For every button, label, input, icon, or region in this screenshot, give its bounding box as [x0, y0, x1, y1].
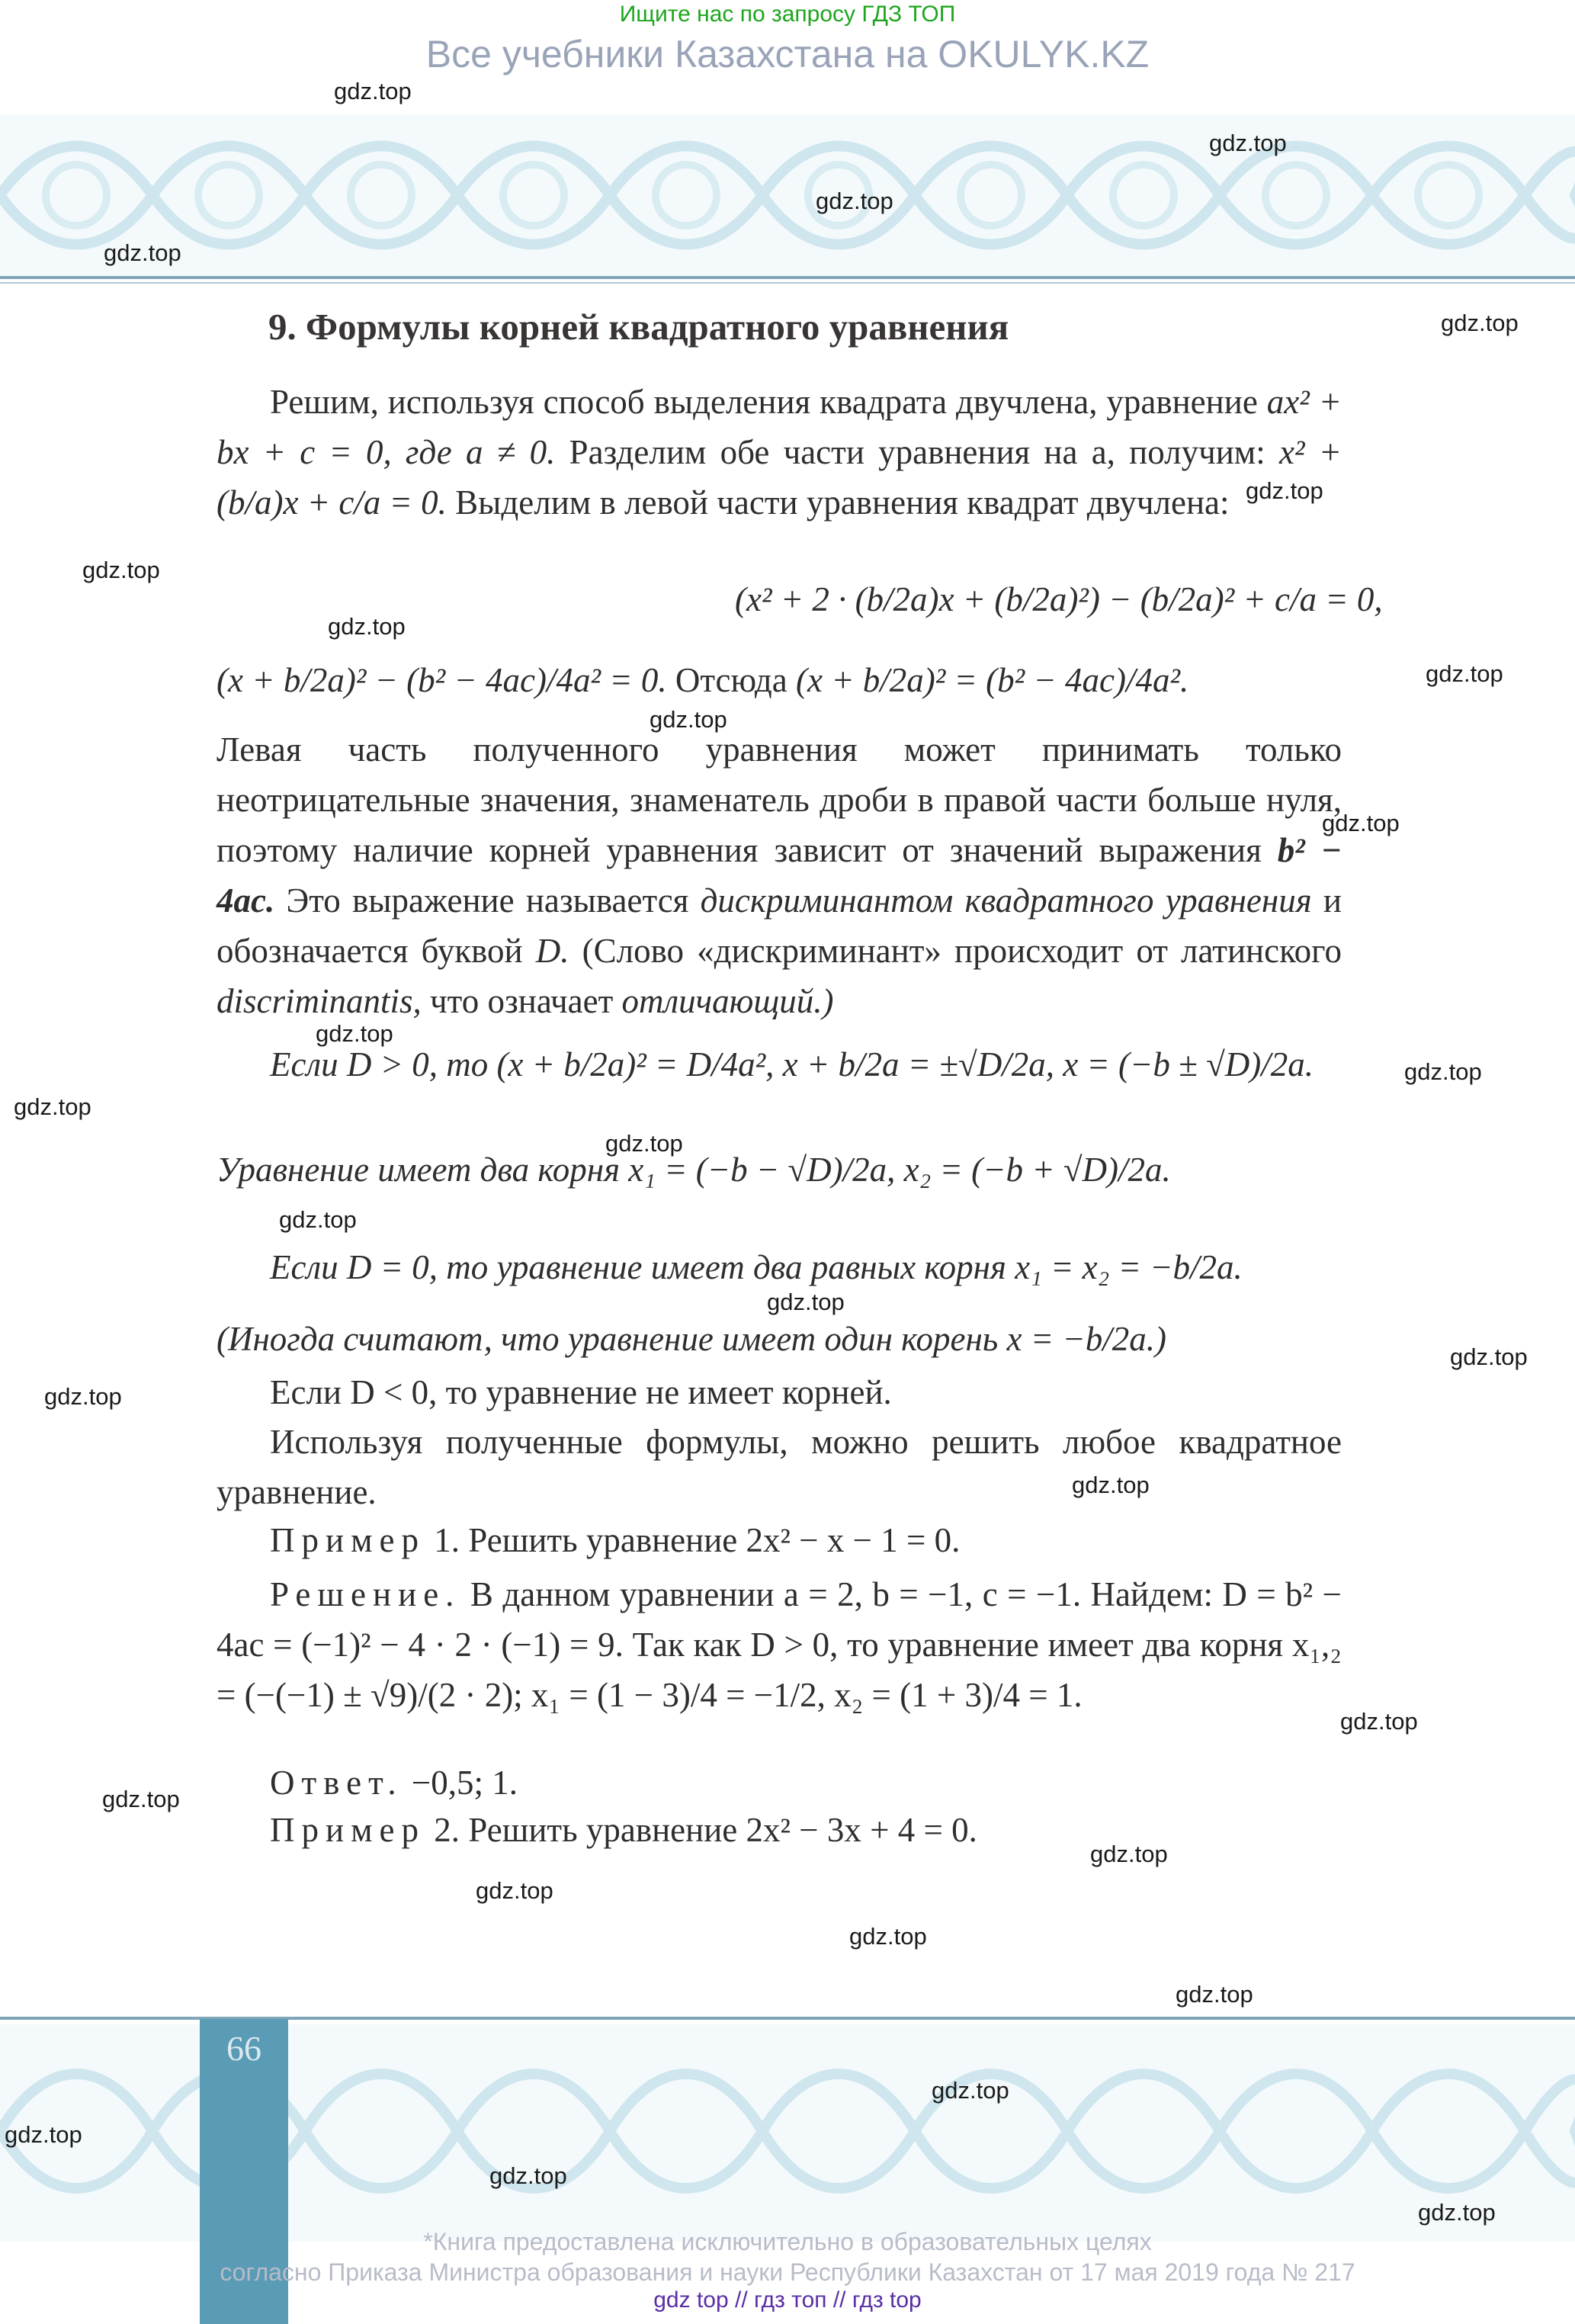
paragraph-discriminant	[217, 724, 1342, 1026]
text-fragment: Разделим обе части уравнения на a, получим:	[569, 433, 1265, 471]
site-title[interactable]: Все учебники Казахстана на OKULYK.KZ	[425, 33, 1150, 75]
text-fragment: что означает	[430, 982, 614, 1020]
watermark: gdz.top	[1340, 1708, 1418, 1735]
watermark: gdz.top	[650, 706, 727, 733]
watermark: gdz.top	[767, 1289, 845, 1315]
solution-1	[217, 1569, 1342, 1720]
top-rule-thin	[0, 282, 1575, 284]
text-fragment: Если D < 0, то уравнение не имеет корней.	[270, 1373, 892, 1411]
watermark: gdz.top	[1450, 1343, 1528, 1370]
case-positive-roots	[217, 1150, 1342, 1189]
answer-label: Ответ.	[270, 1764, 403, 1802]
formula-text: (x + b/2a)² − (b² − 4ac)/4a² = 0.	[217, 661, 667, 699]
search-hint[interactable]: Ищите нас по запросу ГДЗ ТОП	[619, 2, 956, 27]
watermark: gdz.top	[334, 78, 412, 104]
case-positive	[217, 1045, 1395, 1084]
watermark: gdz.top	[816, 188, 893, 214]
top-rule	[0, 276, 1575, 279]
term-discriminant: дискриминантом квадратного уравнения	[700, 881, 1312, 920]
latin-word: discriminantis,	[217, 982, 422, 1020]
solution-text: В данном уравнении a = 2, b = −1, c = −1. Найдем: D = b² − 4ac = (−1)² − 4 · 2 · (−1) = 9. Так как D > 0, то уравнение имеет два корня x₁,₂ = (−(−1) ± √9)/(2 · 2); x₁ = (1 − 3)/4 = −1/2, x₂ = (1 + 3)/4 = 1.	[217, 1575, 1342, 1714]
example-label: Пример	[270, 1521, 426, 1559]
text-fragment: Это выражение называется	[286, 881, 689, 920]
equation-divided: x² + (b/a)x + c/a = 0.	[217, 433, 1342, 522]
case-negative	[217, 1372, 1395, 1412]
watermark: gdz.top	[1322, 810, 1400, 836]
watermark: gdz.top	[605, 1130, 683, 1157]
footer-links[interactable]: gdz top // гдз топ // гдз top	[653, 2287, 922, 2313]
example-label: Пример	[270, 1811, 426, 1849]
ornament-band-top	[0, 114, 1575, 276]
example-2	[217, 1810, 1395, 1850]
watermark: gdz.top	[932, 2077, 1009, 2104]
watermark: gdz.top	[279, 1206, 357, 1233]
page-title: 9. Формулы корней квадратного уравнения	[268, 306, 1009, 348]
watermark: gdz.top	[102, 1786, 180, 1812]
formula-text: (x + b/2a)² = (b² − 4ac)/4a².	[795, 661, 1189, 699]
footer-note	[0, 2226, 1575, 2287]
watermark: gdz.top	[328, 613, 406, 640]
text-fragment: Решим, используя способ выделения квадрата двучлена, уравнение	[270, 383, 1258, 421]
formula-text: Если D > 0, то (x + b/2a)² = D/4a², x + b/2a = ±√D/2a, x = (−b ± √D)/2a.	[270, 1045, 1314, 1083]
watermark: gdz.top	[14, 1093, 91, 1120]
footer-note-line: *Книга предоставлена исключительно в образовательных целях	[423, 2228, 1152, 2255]
watermark: gdz.top	[1441, 310, 1519, 336]
watermark: gdz.top	[1090, 1841, 1168, 1867]
formula-text: Уравнение имеет два корня x₁ = (−b − √D)/2a, x₂ = (−b + √D)/2a.	[217, 1151, 1171, 1189]
watermark: gdz.top	[849, 1923, 927, 1950]
watermark: gdz.top	[44, 1383, 122, 1410]
text-fragment: Используя полученные формулы, можно решить любое квадратное уравнение.	[217, 1423, 1342, 1511]
watermark: gdz.top	[1418, 2199, 1496, 2226]
case-zero-note	[217, 1319, 1342, 1359]
watermark: gdz.top	[5, 2121, 82, 2148]
formula-transformed	[217, 660, 1342, 700]
symbol-d: D.	[535, 932, 569, 970]
case-zero	[217, 1247, 1395, 1287]
footer-note-line: согласно Приказа Министра образования и науки Республики Казахстан от 17 мая 2019 года № 217	[220, 2258, 1355, 2286]
text-fragment: Левая часть полученного уравнения может принимать только неотрицательные значения, знаменатель дроби в правой части больше нуля, поэтому наличие корней уравнения зависит от значений выражения	[217, 730, 1342, 869]
watermark: gdz.top	[316, 1020, 393, 1047]
text-fragment: Отсюда	[675, 661, 788, 699]
watermark: gdz.top	[1404, 1058, 1482, 1085]
watermark: gdz.top	[476, 1877, 553, 1904]
formula-text: Если D = 0, то уравнение имеет два равных корня x₁ = x₂ = −b/2a.	[270, 1248, 1243, 1286]
watermark: gdz.top	[1246, 477, 1323, 504]
watermark: gdz.top	[489, 2162, 567, 2189]
page-number: 66	[226, 2029, 261, 2068]
watermark: gdz.top	[1072, 1472, 1150, 1498]
paragraph-usage	[217, 1417, 1342, 1517]
text-fragment: Выделим в левой части уравнения квадрат двучлена:	[455, 483, 1230, 522]
example-text: 1. Решить уравнение 2x² − x − 1 = 0.	[434, 1521, 961, 1559]
equation-general: ax² + bx + c = 0, где a ≠ 0.	[217, 383, 1342, 471]
word-meaning: отличающий.)	[621, 982, 834, 1020]
watermark: gdz.top	[82, 557, 160, 583]
discriminant-expression: b² − 4ac.	[217, 831, 1342, 920]
example-text: 2. Решить уравнение 2x² − 3x + 4 = 0.	[434, 1811, 977, 1849]
ornament-pattern	[0, 114, 1575, 276]
example-1	[217, 1520, 1395, 1560]
text-fragment: (Слово «дискриминант» происходит от латинского	[582, 932, 1342, 970]
watermark: gdz.top	[1426, 660, 1503, 687]
formula-complete-square	[217, 579, 1575, 619]
watermark: gdz.top	[1209, 130, 1287, 156]
watermark: gdz.top	[104, 239, 181, 266]
answer-1	[217, 1763, 1395, 1802]
formula-text: (x² + 2 · (b/2a)x + (b/2a)²) − (b/2a)² + c/a = 0,	[735, 580, 1383, 618]
formula-text: (Иногда считают, что уравнение имеет один корень x = −b/2a.)	[217, 1320, 1166, 1358]
watermark: gdz.top	[1176, 1981, 1253, 2008]
paragraph-intro	[217, 377, 1342, 528]
answer-text: −0,5; 1.	[411, 1764, 518, 1802]
text-fragment: и обозначается буквой	[217, 881, 1342, 970]
solution-label: Решение.	[270, 1575, 461, 1613]
